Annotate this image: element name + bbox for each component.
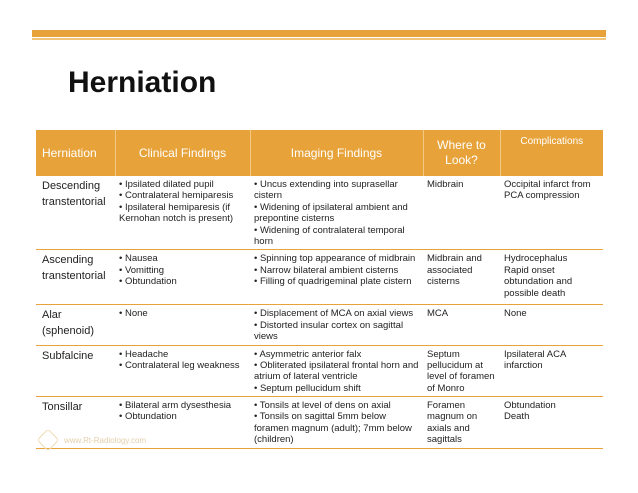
cell-line: • Narrow bilateral ambient cisterns — [254, 264, 399, 276]
cell-imaging-findings — [250, 397, 423, 449]
cell-line: Death — [504, 411, 530, 423]
cell-line: • Obliterated ipsilateral frontal horn and atrium of lateral ventricle — [254, 359, 419, 383]
cell-line: • Spinning top appearance of midbrain — [254, 253, 416, 265]
cell-where-to-look — [423, 176, 500, 250]
cell-line: Rapid onset obtundation and possible death — [504, 264, 573, 299]
cell-line: • Contralateral leg weakness — [119, 359, 240, 371]
header-imaging-findings: Imaging Findings — [250, 130, 423, 176]
cell-line: MCA — [427, 308, 449, 320]
cell-line: • Obtundation — [119, 276, 177, 288]
table-row — [36, 250, 603, 305]
cell-complications — [500, 250, 603, 305]
header-herniation: Herniation — [36, 130, 115, 176]
cell-herniation — [36, 176, 115, 250]
cell-line: • Tonsils at level of dens on axial — [254, 400, 391, 412]
cell-line: • Bilateral arm dysesthesia — [119, 400, 232, 412]
cell-line: Subfalcine — [42, 349, 94, 362]
table-row — [36, 176, 603, 250]
cell-line: • Widening of ipsilateral ambient and prepontine cisterns — [254, 201, 408, 225]
cell-line: • Uncus extending into suprasellar cistern — [254, 179, 398, 202]
cell-line: • Vomitting — [119, 264, 165, 276]
cell-complications — [500, 345, 603, 397]
cell-line: transtentorial — [42, 195, 106, 208]
cell-where-to-look — [423, 250, 500, 305]
cell-clinical-findings — [115, 305, 250, 345]
cell-line: • None — [119, 308, 148, 320]
cell-imaging-findings — [250, 250, 423, 305]
cell-complications — [500, 305, 603, 345]
header-accent-line — [32, 38, 606, 40]
table-body — [36, 176, 603, 448]
cell-line: • Distorted insular cortex on sagittal views — [254, 319, 404, 343]
cell-imaging-findings — [250, 305, 423, 345]
cell-line: • Nausea — [119, 253, 158, 265]
cell-line: Tonsillar — [42, 401, 83, 414]
cell-clinical-findings — [115, 176, 250, 250]
cell-line: Ipsilateral ACA infarction — [504, 348, 566, 371]
cell-line: Obtundation — [504, 400, 556, 412]
cell-line: Foramen magnum on axials and sagittals — [427, 400, 478, 446]
cell-line: (sphenoid) — [42, 325, 94, 338]
cell-where-to-look — [423, 345, 500, 397]
cell-line: • Contralateral hemiparesis — [119, 190, 234, 202]
cell-line: Midbrain — [427, 179, 464, 190]
watermark-text: www.Rt-Radiology.com — [64, 436, 147, 445]
cell-line: None — [504, 308, 527, 320]
cell-line: Septum pellucidum at level of foramen of Monro — [427, 348, 495, 394]
slide-title: Herniation — [68, 66, 217, 99]
cell-line: Ascending — [42, 254, 94, 267]
cell-line: transtentorial — [42, 270, 106, 283]
cell-herniation — [36, 250, 115, 305]
cell-herniation — [36, 345, 115, 397]
table-header — [36, 130, 603, 176]
cell-line: • Headache — [119, 348, 169, 360]
cell-line: Hydrocephalus — [504, 253, 568, 265]
cell-line: • Septum pellucidum shift — [254, 382, 361, 394]
cell-line: • Obtundation — [119, 411, 177, 423]
cell-line: Midbrain and associated cisterns — [427, 253, 482, 288]
cell-where-to-look — [423, 305, 500, 345]
cell-where-to-look — [423, 397, 500, 449]
cell-complications — [500, 397, 603, 449]
cell-line: Alar — [42, 309, 62, 322]
table-row — [36, 345, 603, 397]
cell-complications — [500, 176, 603, 250]
cell-line: Occipital infarct from PCA compression — [504, 179, 591, 202]
cell-line: • Widening of contralateral temporal horn — [254, 224, 405, 247]
herniation-table — [36, 130, 603, 449]
cell-line: Descending — [42, 180, 101, 192]
cell-line: • Tonsils on sagittal 5mm below foramen magnum (adult); 7mm below (children) — [254, 411, 412, 446]
cell-clinical-findings — [115, 250, 250, 305]
cell-line: • Displacement of MCA on axial views — [254, 308, 414, 320]
cell-imaging-findings — [250, 176, 423, 250]
header-complications: Complications — [500, 130, 603, 176]
cell-line: • Filling of quadrigeminal plate cistern — [254, 276, 412, 288]
header-clinical-findings: Clinical Findings — [115, 130, 250, 176]
header-row — [36, 130, 603, 176]
cell-line: • Ipsilated dilated pupil — [119, 179, 214, 190]
cell-line: • Ipsilateral hemiparesis (if Kernohan notch is present) — [119, 201, 234, 225]
header-accent-bar — [32, 30, 606, 37]
cell-clinical-findings — [115, 345, 250, 397]
cell-imaging-findings — [250, 345, 423, 397]
header-where-to-look: Where to Look? — [423, 130, 500, 176]
cell-line: • Asymmetric anterior falx — [254, 348, 362, 360]
table-row — [36, 305, 603, 345]
cell-herniation — [36, 305, 115, 345]
